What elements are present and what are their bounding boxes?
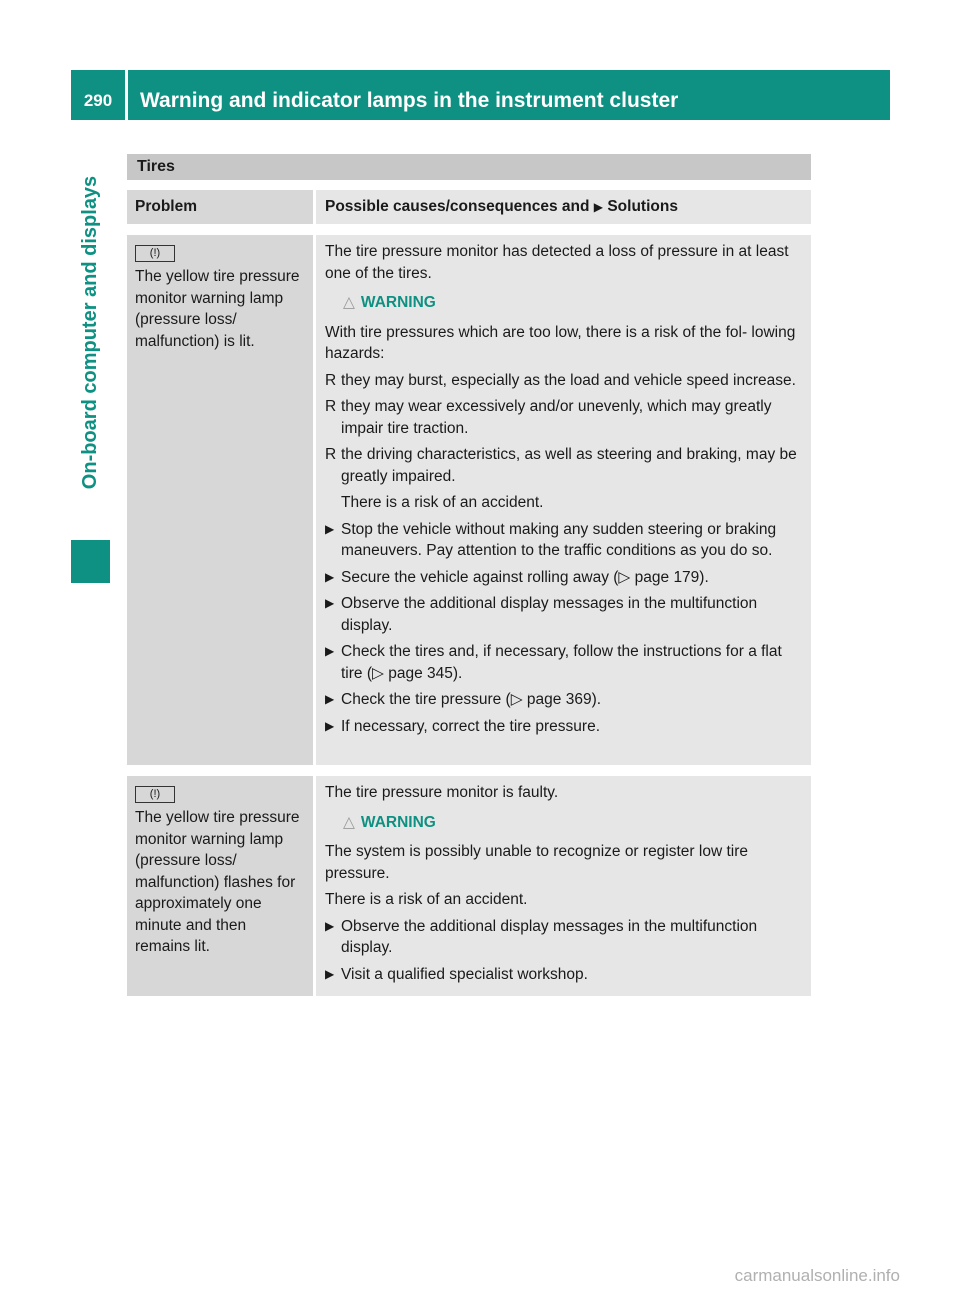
bullet-icon: R <box>325 446 337 463</box>
column-header-solutions-a: Possible causes/consequences and <box>325 198 590 215</box>
step-arrow-icon: ▶ <box>325 918 335 933</box>
step-arrow-icon: ▶ <box>325 521 335 536</box>
table-header-row <box>127 190 811 224</box>
step-arrow-icon: ▶ <box>325 596 335 610</box>
list-item <box>325 593 803 636</box>
bullet-icon: R <box>325 398 337 415</box>
warning-label: WARNING <box>360 813 436 831</box>
side-tab-label-box <box>71 125 110 540</box>
column-header-solutions <box>316 190 811 224</box>
tires-table <box>127 154 811 996</box>
step-arrow-icon: ▶ <box>325 569 335 584</box>
cause-text: The tire pressure monitor is faulty. <box>325 784 559 801</box>
step-text: Check the tire pressure (▷ page 369). <box>341 691 602 708</box>
step-text: Observe the additional display messages in the multifunction display. <box>341 917 758 956</box>
list-item <box>325 641 803 684</box>
cause-text: The tire pressure monitor has detected a loss of pressure in at least one of the tires. <box>325 243 789 282</box>
step-arrow-icon: ▶ <box>325 692 335 706</box>
watermark: carmanualsonline.info <box>734 1266 900 1285</box>
list-item <box>325 689 803 711</box>
warning-triangle-icon: △ <box>343 813 355 831</box>
warning-label: WARNING <box>360 294 436 311</box>
side-tab-label: On-board computer and displays <box>79 175 102 490</box>
list-item <box>325 567 803 589</box>
list-item <box>325 916 803 959</box>
solution-arrow-icon: ▶ <box>593 200 604 214</box>
list-item-text: the driving characteristics, as well as steering and braking, may be greatly impaired. <box>341 446 797 485</box>
table-row <box>127 235 811 765</box>
risk-text: There is a risk of an accident. <box>341 494 544 511</box>
page-header <box>71 70 890 120</box>
list-item-text: they may burst, especially as the load and vehicle speed increase. <box>341 371 796 389</box>
list-item <box>325 964 803 986</box>
risk-text: There is a risk of an accident. <box>325 891 528 908</box>
list-item <box>325 444 803 487</box>
tire-pressure-warning-icon: (!) <box>135 786 175 803</box>
warning-text: With tire pressures which are too low, there is a risk of the fol- lowing hazards: <box>325 323 796 362</box>
step-arrow-icon: ▶ <box>325 644 335 658</box>
list-item-text: they may wear excessively and/or unevenly, which may greatly impair tire traction. <box>341 398 772 437</box>
warning-heading <box>343 812 803 834</box>
step-text: Stop the vehicle without making any sudden steering or braking maneuvers. Pay attention to the traffic conditions as you do so. <box>341 520 777 559</box>
page-number: 290 <box>71 70 128 120</box>
step-text: Visit a qualified specialist workshop. <box>341 965 588 983</box>
solution-cell <box>316 235 811 765</box>
table-title: Tires <box>127 154 811 180</box>
warning-heading <box>343 292 803 314</box>
step-text: Secure the vehicle against rolling away (▷ page 179). <box>341 568 709 586</box>
header-title: Warning and indicator lamps in the instrument cluster <box>140 89 679 112</box>
side-tab-marker <box>71 545 110 583</box>
step-arrow-icon: ▶ <box>325 966 335 981</box>
step-text: Observe the additional display messages in the multifunction display. <box>341 595 758 634</box>
tire-pressure-warning-icon: (!) <box>135 245 175 262</box>
problem-text: The yellow tire pressure monitor warning lamp (pressure loss/ malfunction) flashes for approximately one minute and then remains lit. <box>135 809 300 955</box>
column-header-problem: Problem <box>127 190 313 224</box>
list-item <box>325 396 803 439</box>
list-item <box>325 370 803 392</box>
list-item <box>325 519 803 562</box>
step-text: Check the tires and, if necessary, follow the instructions for a flat tire (▷ page 345). <box>341 643 782 682</box>
problem-cell <box>127 235 313 765</box>
list-item <box>325 716 803 738</box>
bullet-icon: R <box>325 371 337 389</box>
table-row <box>127 776 811 996</box>
warning-text: The system is possibly unable to recognize or register low tire pressure. <box>325 843 748 882</box>
problem-cell <box>127 776 313 996</box>
step-text: If necessary, correct the tire pressure. <box>341 717 601 735</box>
problem-text: The yellow tire pressure monitor warning lamp (pressure loss/ malfunction) is lit. <box>135 268 300 350</box>
step-arrow-icon: ▶ <box>325 718 335 733</box>
solution-cell <box>316 776 811 996</box>
warning-triangle-icon: △ <box>343 294 355 311</box>
column-header-solutions-b: Solutions <box>607 198 678 215</box>
